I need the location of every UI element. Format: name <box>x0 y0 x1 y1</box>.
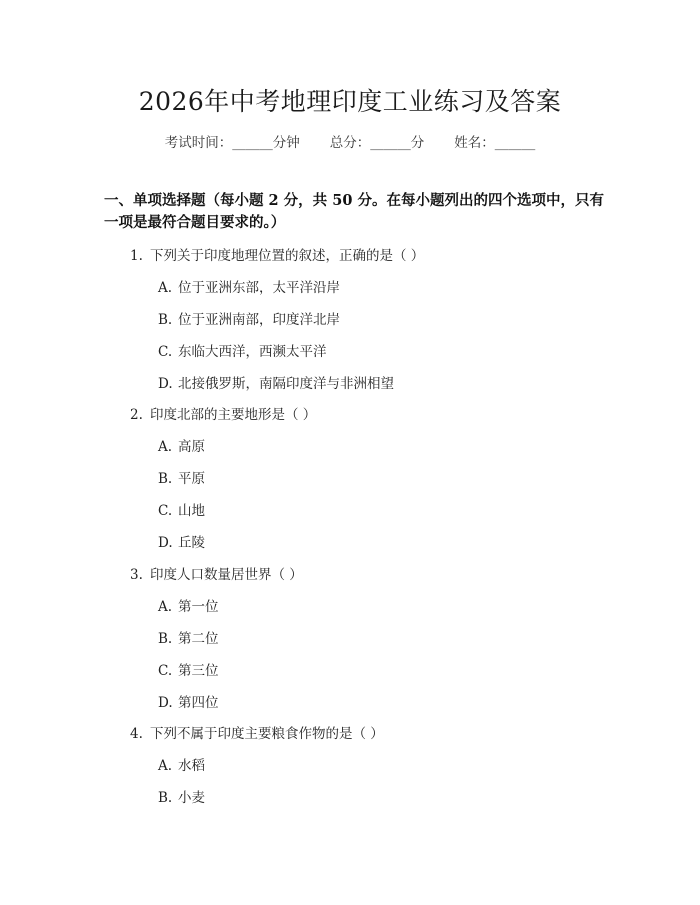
question-text: 印度北部的主要地形是（ ） <box>150 407 317 423</box>
question-1-option-a <box>158 276 340 296</box>
question-1-option-c <box>158 340 327 360</box>
option-text: 水稻 <box>178 758 205 774</box>
question-3 <box>130 563 303 583</box>
page-title: 2026年中考地理印度工业练习及答案 <box>138 87 562 116</box>
option-text: 高原 <box>178 439 205 455</box>
option-letter: D. <box>158 376 173 392</box>
total-score-field: 总分：______分 <box>329 135 425 151</box>
option-text: 第一位 <box>178 599 219 615</box>
exam-meta <box>0 131 700 151</box>
question-1 <box>130 244 424 264</box>
option-text: 第三位 <box>178 663 219 679</box>
exam-time-field: 考试时间：______分钟 <box>164 135 300 151</box>
option-letter: B. <box>158 631 173 647</box>
question-3-option-d <box>158 691 219 711</box>
option-text: 北接俄罗斯，南隔印度洋与非洲相望 <box>178 376 394 392</box>
option-letter: A. <box>158 439 173 455</box>
question-number: 3. <box>130 567 143 583</box>
question-text: 下列不属于印度主要粮食作物的是（ ） <box>150 726 384 742</box>
student-name-field: 姓名：______ <box>454 135 536 151</box>
question-4 <box>130 722 384 742</box>
option-letter: D. <box>158 695 173 711</box>
option-text: 东临大西洋，西濒太平洋 <box>178 344 327 360</box>
question-3-option-b <box>158 627 219 647</box>
option-letter: D. <box>158 535 173 551</box>
option-text: 山地 <box>178 503 205 519</box>
question-2-option-c <box>158 499 205 519</box>
question-2 <box>130 403 316 423</box>
section-heading: 一、单项选择题（每小题 2 分，共 50 分。在每小题列出的四个选项中，只有一项是最符合题目要求的。） <box>104 192 604 231</box>
question-number: 1. <box>130 248 143 264</box>
question-number: 2. <box>130 407 143 423</box>
option-letter: B. <box>158 790 173 806</box>
option-letter: A. <box>158 758 173 774</box>
option-letter: B. <box>158 471 173 487</box>
option-text: 小麦 <box>178 790 205 806</box>
option-letter: C. <box>158 503 173 519</box>
question-2-option-d <box>158 531 205 551</box>
option-letter: C. <box>158 344 173 360</box>
option-text: 第四位 <box>178 695 219 711</box>
question-2-option-b <box>158 467 205 487</box>
option-text: 丘陵 <box>178 535 205 551</box>
question-1-option-d <box>158 372 394 392</box>
question-text: 下列关于印度地理位置的叙述，正确的是（ ） <box>150 248 425 264</box>
question-number: 4. <box>130 726 143 742</box>
option-text: 平原 <box>178 471 205 487</box>
option-letter: A. <box>158 280 173 296</box>
option-letter: A. <box>158 599 173 615</box>
question-4-option-a <box>158 754 205 774</box>
question-3-option-c <box>158 659 219 679</box>
question-3-option-a <box>158 595 219 615</box>
option-text: 位于亚洲南部，印度洋北岸 <box>178 312 340 328</box>
question-1-option-b <box>158 308 340 328</box>
option-letter: C. <box>158 663 173 679</box>
question-2-option-a <box>158 435 205 455</box>
question-4-option-b <box>158 786 205 806</box>
option-text: 第二位 <box>178 631 219 647</box>
option-letter: B. <box>158 312 173 328</box>
question-text: 印度人口数量居世界（ ） <box>150 567 303 583</box>
option-text: 位于亚洲东部，太平洋沿岸 <box>178 280 340 296</box>
